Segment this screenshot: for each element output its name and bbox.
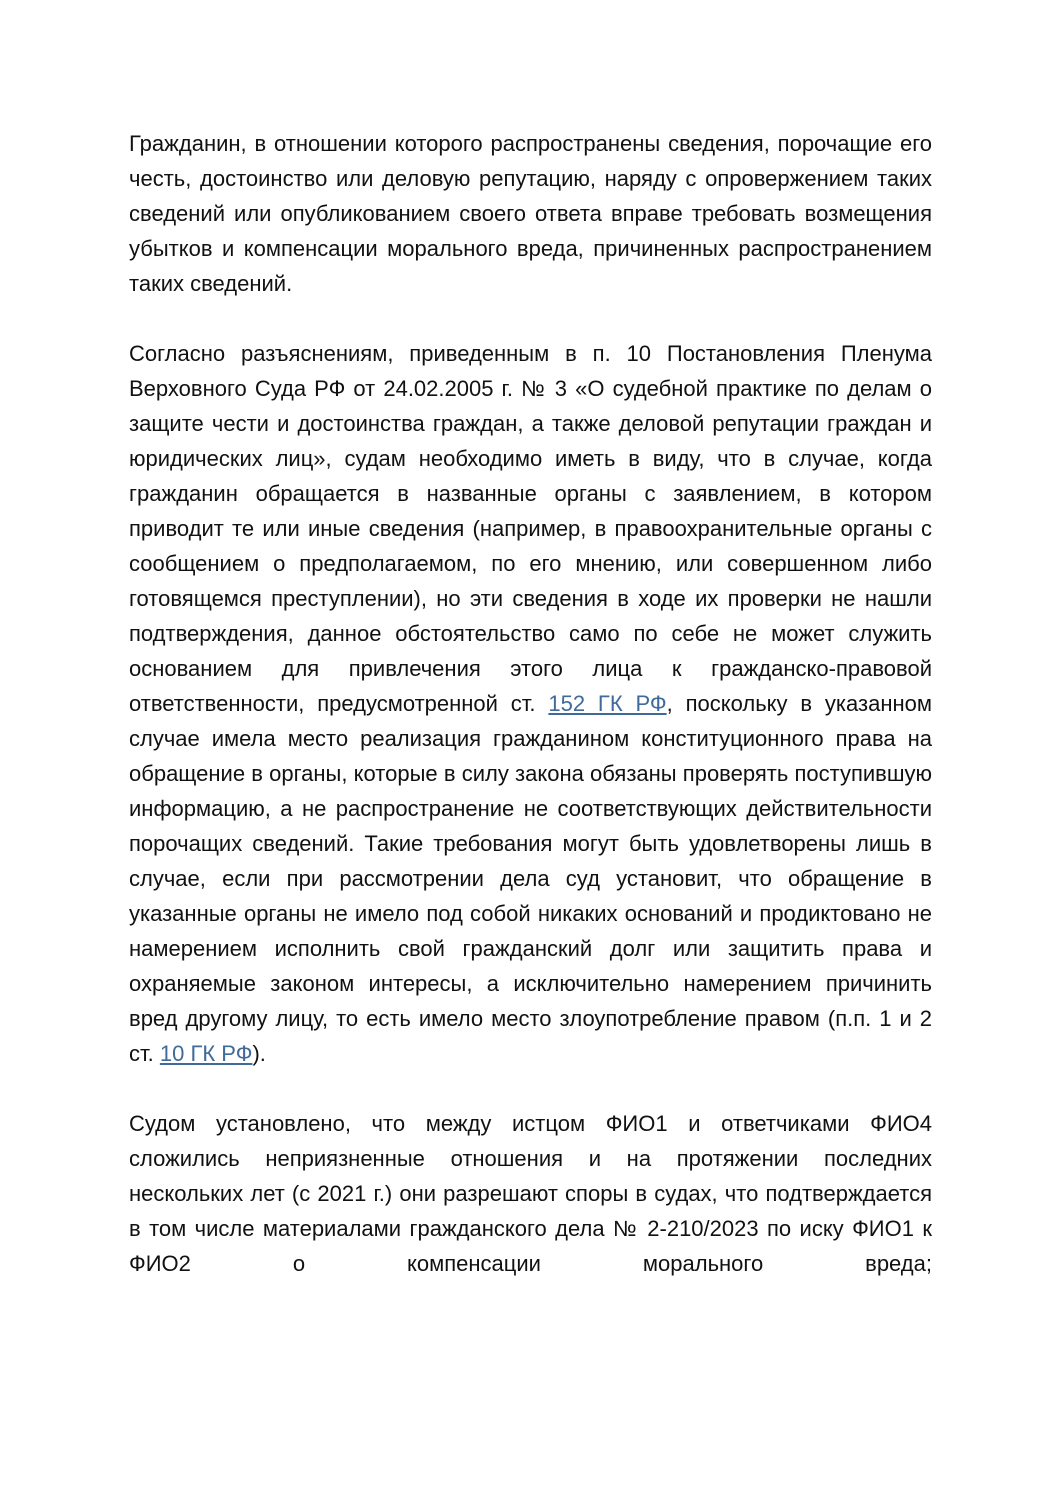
document-page bbox=[129, 126, 932, 1281]
paragraph-text: , поскольку в указанном случае имела место реализация гражданином конституционного права на обращение в органы, которые в силу закона обязаны проверять поступившую информацию, а не распространение не соответствующих действительности порочащих сведений. Такие требования могут быть удовлетворены лишь в случае, если при рассмотрении дела суд установит, что обращение в указанные органы не имело под собой никаких оснований и продиктовано не намерением исполнить свой гражданский долг или защитить права и охраняемые законом интересы, а исключительно намерением причинить вред другому лицу, то есть имело место злоупотребление правом (п.п. 1 и 2 ст. bbox=[129, 691, 932, 1066]
link-article-10-civil-code[interactable]: 10 ГК РФ bbox=[159, 1041, 253, 1066]
paragraph-court-findings: Судом установлено, что между истцом ФИО1 и ответчиками ФИО4 сложились неприязненные отношения и на протяжении последних нескольких лет (с 2021 г.) они разрешают споры в судах, что подтверждается в том числе материалами гражданского дела № 2-210/2023 по иску ФИО1 к ФИО2 о компенсации морального вреда; bbox=[129, 1111, 932, 1276]
paragraph-plenum-clarification bbox=[129, 336, 932, 1071]
paragraph-text: Согласно разъяснениям, приведенным в п. 10 Постановления Пленума Верховного Суда РФ от 24.02.2005 г. № 3 «О судебной практике по делам о защите чести и достоинства граждан, а также деловой репутации граждан и юридических лиц», судам необходимо иметь в виду, что в случае, когда гражданин обращается в названные органы с заявлением, в котором приводит те или иные сведения (например, в правоохранительные органы с сообщением о предполагаемом, по его мнению, или совершенном либо готовящемся преступлении), но эти сведения в ходе их проверки не нашли подтверждения, данное обстоятельство само по себе не может служить основанием для привлечения этого лица к гражданско-правовой ответственности, предусмотренной ст. bbox=[129, 341, 932, 716]
paragraph-damages-right: Гражданин, в отношении которого распространены сведения, порочащие его честь, достоинство или деловую репутацию, наряду с опровержением таких сведений или опубликованием своего ответа вправе требовать возмещения убытков и компенсации морального вреда, причиненных распространением таких сведений. bbox=[129, 131, 932, 296]
paragraph-text: ). bbox=[252, 1041, 266, 1066]
link-article-152-civil-code[interactable]: 152 ГК РФ bbox=[548, 691, 667, 716]
